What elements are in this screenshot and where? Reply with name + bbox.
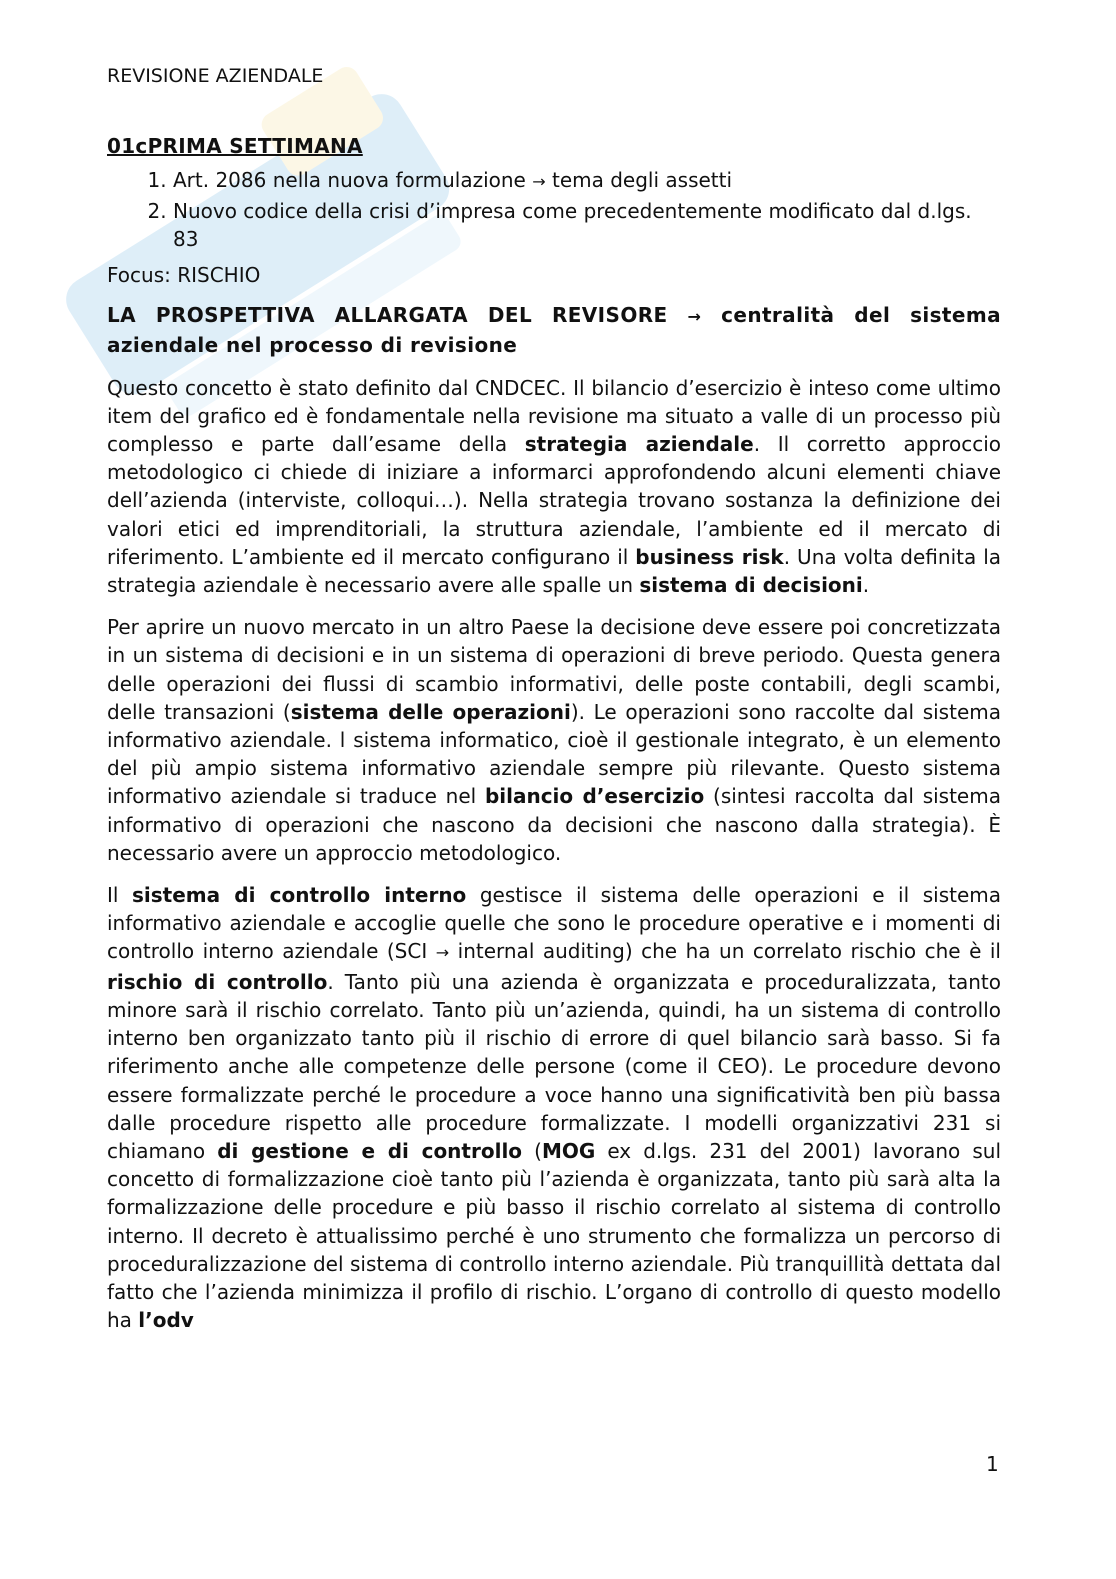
paragraph-text: . Il corretto approccio metodologico ci chiede di iniziare a informarci approfondendo alcuni elementi chiave dell’azienda (interviste, colloqui…). Nella strategia trovano sostanza la definizione dei valori etici ed imprenditoriali, la struttura aziendale, l’ambiente ed il mercato di riferimento. L’ambiente ed il mercato configurano il — [107, 432, 1002, 569]
week-title: 01cPRIMA SETTIMANA — [107, 134, 363, 159]
paragraph — [107, 881, 1001, 1334]
paragraph-text: internal auditing) che ha un correlato rischio che è il — [449, 939, 1001, 964]
document-page — [107, 62, 1001, 1348]
paragraph-text: (sintesi raccolta dal sistema informativo di operazioni che nascono da decisioni che nascono dalla strategia). È necessario avere un approccio metodologico. — [107, 784, 1001, 865]
arrow-icon: → — [435, 943, 450, 963]
paragraph-text: Questo concetto è stato definito dal CNDCEC. Il bilancio d’esercizio è inteso come ultimo item del grafico ed è fondamentale nella revisione ma situato a valle di un processo più complesso e parte dall’esame della — [107, 375, 1001, 457]
bold-term: rischio di controllo — [107, 969, 328, 994]
topic-list — [107, 166, 1001, 253]
list-item — [173, 197, 1001, 253]
heading-text: LA PROSPETTIVA ALLARGATA DEL REVISORE — [107, 303, 688, 328]
paragraph-text: ex d.lgs. 231 del 2001) lavorano sul concetto di formalizzazione cioè tanto più l’azienda è organizzata, tanto più sarà alta la formalizzazione delle procedure e più basso il rischio correlato al sistema di controllo interno. Il decreto è attualissimo perché è uno strumento che formalizza un percorso di proceduralizzazione del sistema di controllo interno aziendale. Più tranquillità dettata dal fatto che l’azienda minimizza il profilo di rischio. L’organo di controllo di questo modello ha — [107, 1138, 1002, 1333]
paragraph-text: . Tanto più una azienda è organizzata e proceduralizzata, tanto minore sarà il rischio correlato. Tanto più un’azienda, quindi, ha un sistema di controllo interno ben organizzato tanto più il rischio di errore di quel bilancio sarà basso. Si fa riferimento anche alle competenze delle persone (come il CEO). Le procedure devono essere formalizzate perché le procedure a voce hanno una significatività ben più bassa dalle procedure rispetto alle procedure formalizzate. I modelli organizzativi 231 si chiamano — [107, 969, 1001, 1163]
page-number: 1 — [986, 1452, 999, 1476]
paragraph-text: Il — [107, 883, 133, 908]
paragraph — [107, 613, 1001, 867]
list-item-text: Art. 2086 nella nuova formulazione — [173, 168, 533, 193]
arrow-icon: → — [687, 307, 702, 327]
bold-term: MOG — [541, 1138, 596, 1163]
body-paragraphs — [107, 374, 1001, 1335]
paragraph-text: . — [862, 573, 870, 598]
bold-term: business risk — [635, 544, 784, 569]
bold-term: strategia aziendale — [524, 432, 754, 457]
heading-text: centralità del sistema aziendale nel processo di revisione — [107, 303, 1001, 358]
paragraph-text: Per aprire un nuovo mercato in un altro Paese la decisione deve essere poi concretizzata in un sistema di decisioni e in un sistema di operazioni di breve periodo. Questa genera delle operazioni dei flussi di scambio informativi, delle poste contabili, degli scambi, delle transazioni ( — [107, 615, 1001, 724]
bold-term: sistema di controllo interno — [132, 883, 467, 908]
bold-term: l’odv — [138, 1308, 194, 1333]
bold-term: sistema delle operazioni — [290, 699, 571, 724]
paragraph — [107, 374, 1001, 600]
paragraph-text: . Una volta definita la strategia aziendale è necessario avere alle spalle un — [107, 544, 1002, 598]
focus-line: Focus: RISCHIO — [107, 263, 261, 288]
list-item-text: Nuovo codice della crisi d’impresa come precedentemente modificato dal d.lgs. 83 — [173, 198, 972, 251]
paragraph-text: ). Le operazioni sono raccolte dal sistema informativo aziendale. l sistema informatico, cioè il gestionale integrato, è un elemento del più ampio sistema informativo aziendale sempre più rilevante. Questo sistema informativo aziendale si traduce nel — [107, 699, 1001, 809]
bold-term: di gestione e di controllo — [217, 1138, 523, 1163]
document-header: REVISIONE AZIENDALE — [107, 65, 324, 87]
paragraph-text: gestisce il sistema delle operazioni e il sistema informativo aziendale e accoglie quelle che sono le procedure operative e i momenti di controllo interno aziendale (SCI — [107, 883, 1001, 964]
list-item-text: tema degli assetti — [545, 168, 733, 193]
section-heading — [107, 301, 1001, 359]
arrow-icon: → — [532, 172, 546, 192]
bold-term: bilancio d’esercizio — [484, 784, 705, 809]
bold-term: sistema di decisioni — [639, 573, 863, 598]
list-item — [173, 166, 1001, 196]
paragraph-text: ( — [522, 1138, 542, 1163]
